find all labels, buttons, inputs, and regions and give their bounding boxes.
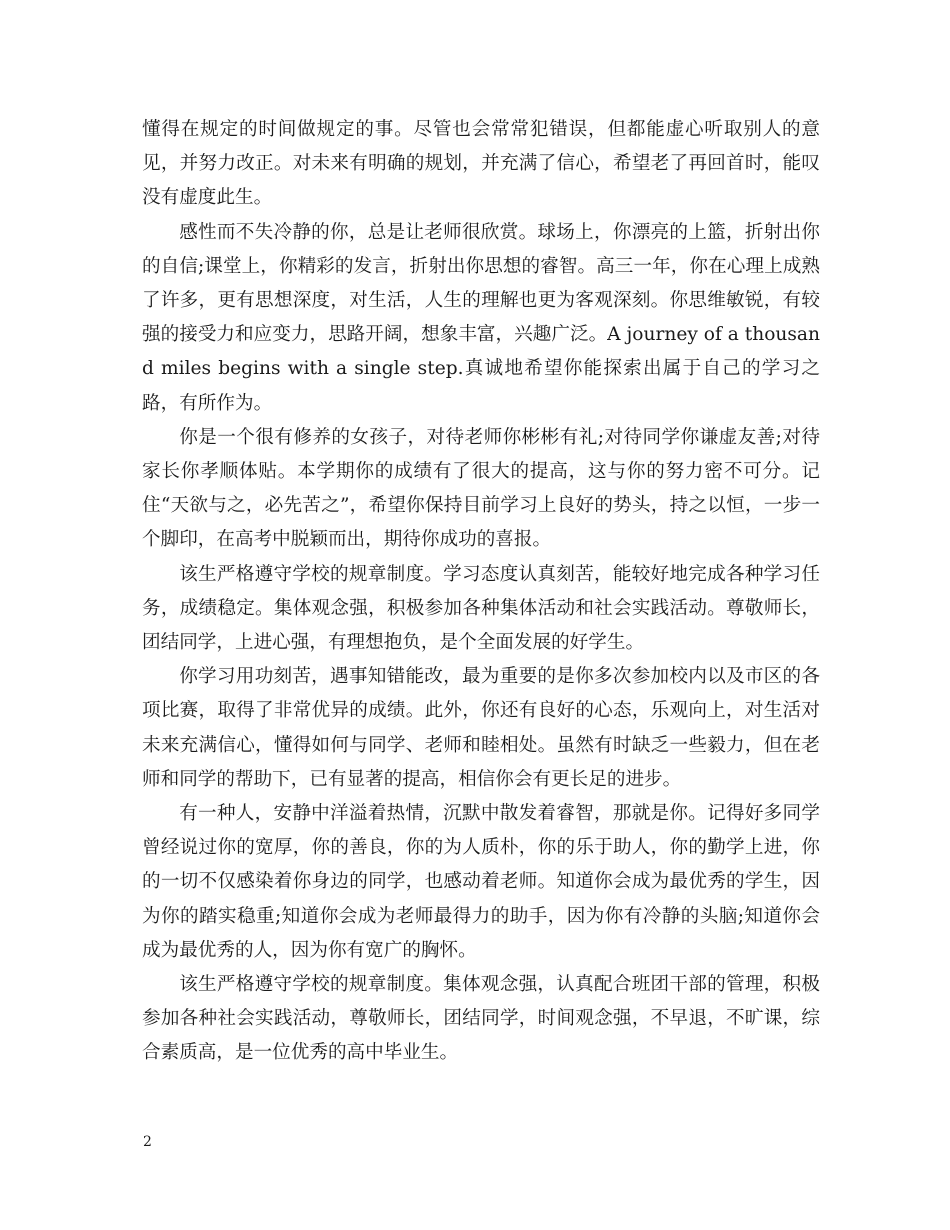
paragraph: 懂得在规定的时间做规定的事。尽管也会常常犯错误，但都能虚心听取别人的意见，并努力改正。对未来有明确的规划，并充满了信心，希望老了再回首时，能叹没有虚度此生。 (142, 119, 820, 209)
paragraph: 你学习用功刻苦，遇事知错能改，最为重要的是你多次参加校内以及市区的各项比赛，取得了非常优异的成绩。此外，你还有良好的心态，乐观向上，对生活对未来充满信心，懂得如何与同学、老师和睦相处。虽然有时缺乏一些毅力，但在老师和同学的帮助下，已有显著的提高，相信你会有更长足的进步。 (142, 666, 820, 790)
paragraph: 你是一个很有修养的女孩子，对待老师你彬彬有礼;对待同学你谦虚友善;对待家长你孝顺体贴。本学期你的成绩有了很大的提高，这与你的努力密不可分。记住“天欲与之，必先苦之”，希望你保持目前学习上良好的势头，持之以恒，一步一个脚印，在高考中脱颖而出，期待你成功的喜报。 (142, 426, 820, 551)
document-body (142, 113, 820, 1071)
paragraph: 该生严格遵守学校的规章制度。集体观念强，认真配合班团干部的管理，积极参加各种社会实践活动，尊敬师长，团结同学，时间观念强，不早退，不旷课，综合素质高，是一位优秀的高中毕业生。 (142, 974, 820, 1064)
paragraph: 该生严格遵守学校的规章制度。学习态度认真刻苦，能较好地完成各种学习任务，成绩稳定。集体观念强，积极参加各种集体活动和社会实践活动。尊敬师长，团结同学，上进心强，有理想抱负，是个全面发展的好学生。 (142, 563, 820, 654)
paragraph: 有一种人，安静中洋溢着热情，沉默中散发着睿智，那就是你。记得好多同学曾经说过你的宽厚，你的善良，你的为人质朴，你的乐于助人，你的勤学上进，你的一切不仅感染着你身边的同学，也感动着老师。知道你会成为最优秀的学生，因为你的踏实稳重;知道你会成为老师最得力的助手，因为你有冷静的头脑;知道你会成为最优秀的人，因为你有宽广的胸怀。 (142, 803, 820, 961)
page-number: 2 (143, 1134, 152, 1150)
paragraph: 感性而不失冷静的你，总是让老师很欣赏。球场上，你漂亮的上篮，折射出你的自信;课堂上，你精彩的发言，折射出你思想的睿智。高三一年，你在心理上成熟了许多，更有思想深度，对生活，人生的理解也更为客观深刻。你思维敏锐，有较强的接受力和应变力，思路开阔，想象丰富，兴趣广泛。A journey of a thousand miles begins with a single step.真诚地希望你能探索出属于自己的学习之路，有所作为。 (142, 221, 820, 414)
